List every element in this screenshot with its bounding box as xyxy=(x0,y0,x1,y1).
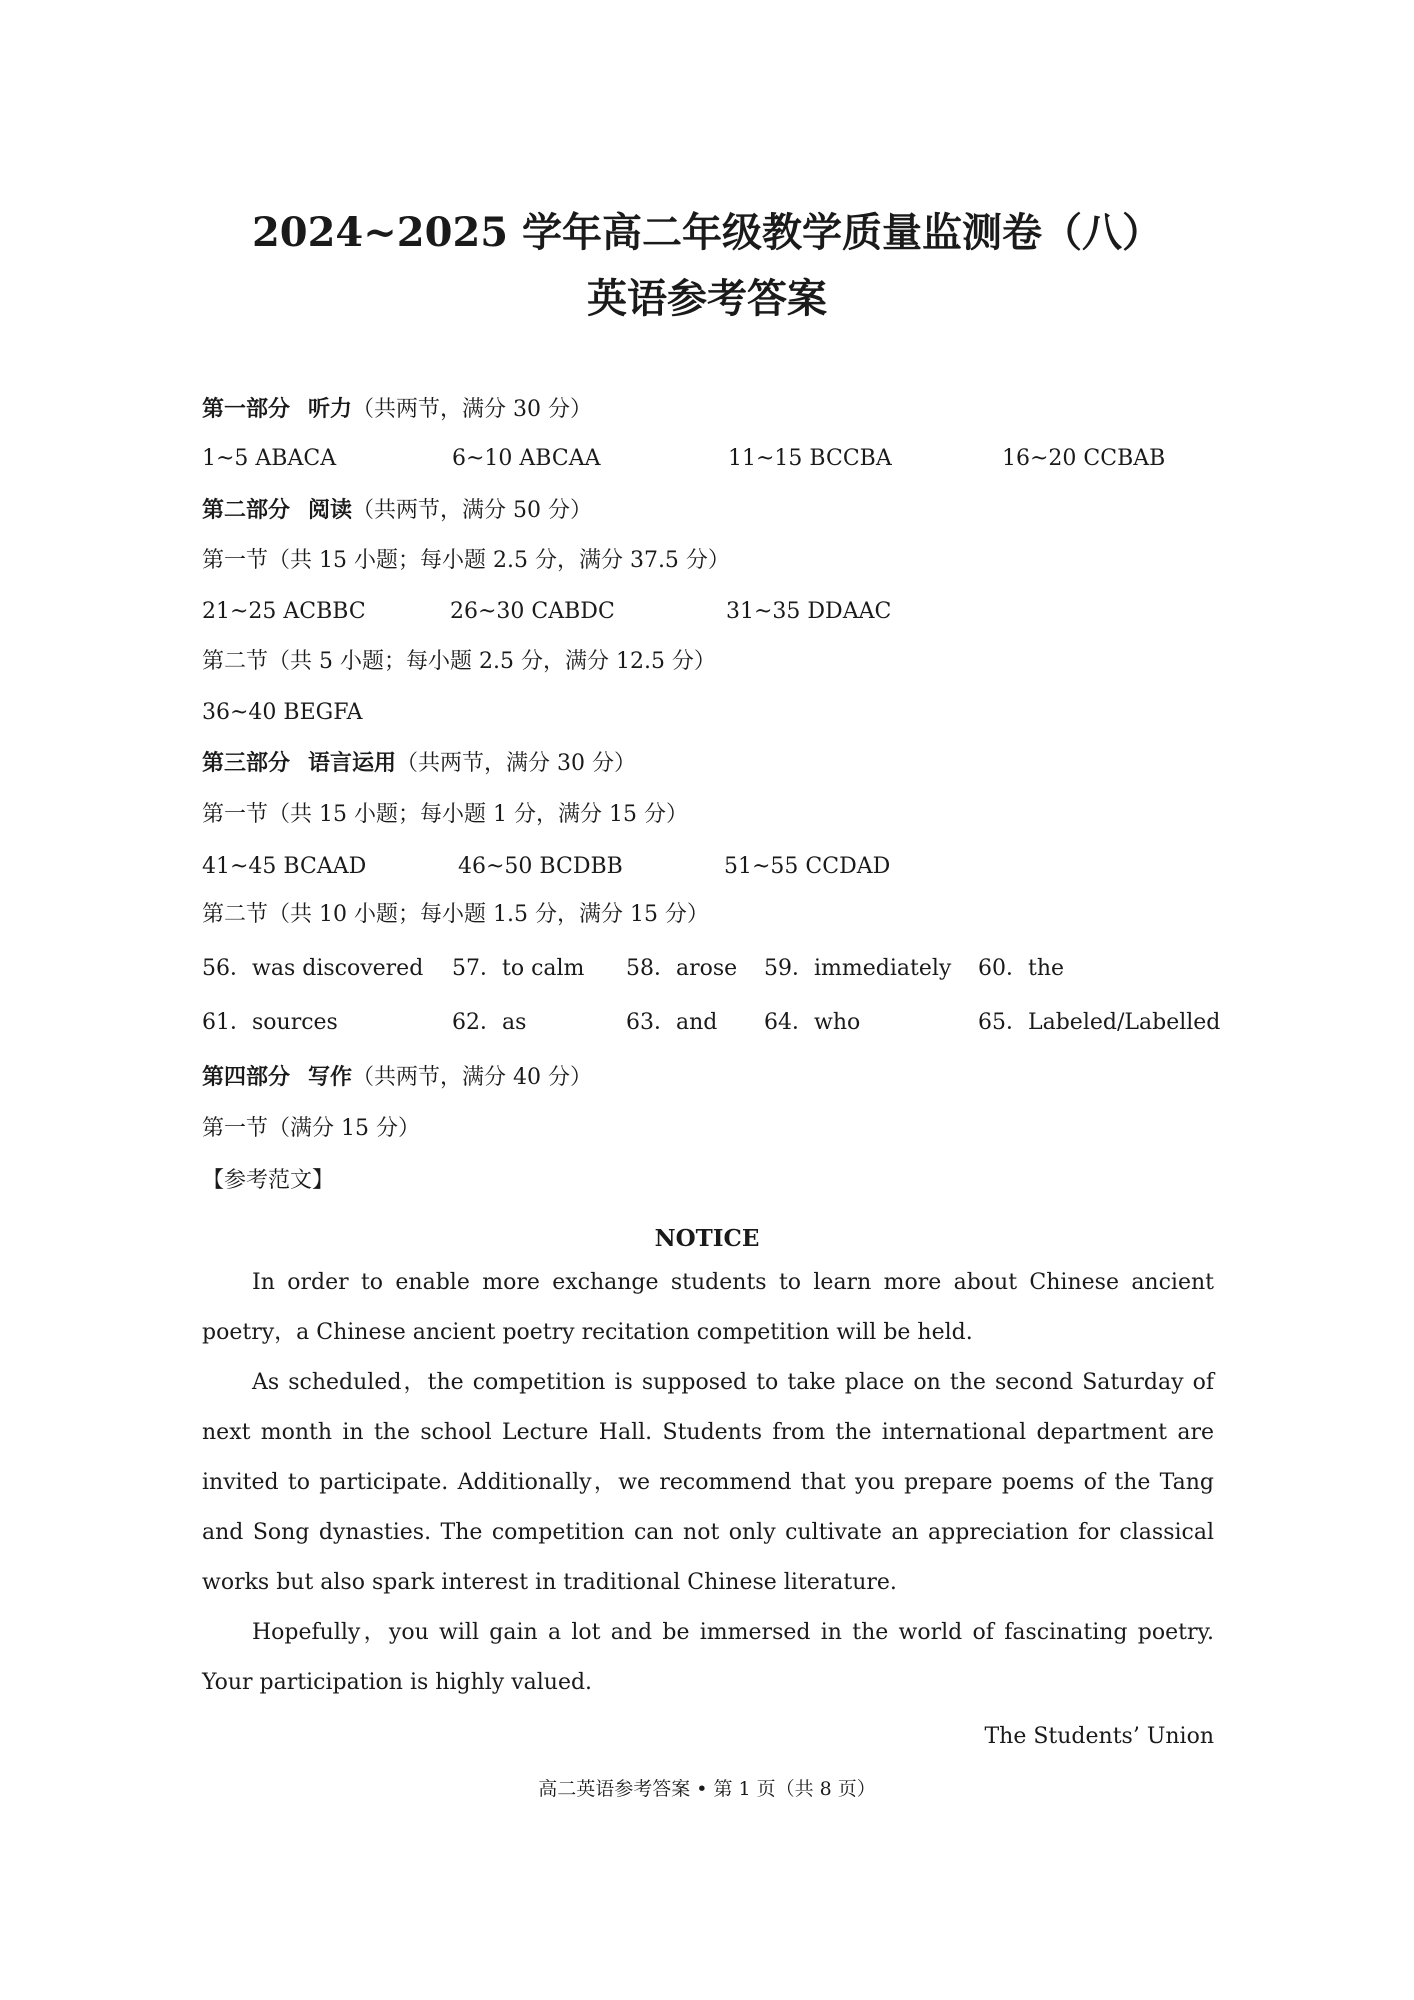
page-subtitle: 英语参考答案 xyxy=(587,275,827,322)
fill-in-item xyxy=(764,954,951,984)
fill-in-word: and xyxy=(676,1010,718,1035)
answer-group: 1~5 ABACA xyxy=(202,446,337,471)
part4-section1: 第一节（满分 15 分） xyxy=(202,1116,420,1141)
fill-in-word: arose xyxy=(676,956,738,981)
answer-group: 11~15 BCCBA xyxy=(728,446,892,471)
part2-name: 阅读 xyxy=(308,497,353,523)
fill-in-number: 57． xyxy=(452,956,502,981)
fill-in-item xyxy=(764,1008,860,1038)
fill-in-word: sources xyxy=(252,1010,338,1035)
essay-signature: The Students’ Union xyxy=(984,1724,1214,1749)
part3-section1: 第一节（共 15 小题；每小题 1 分，满分 15 分） xyxy=(202,802,688,827)
answer-group: 31~35 DDAAC xyxy=(726,599,892,624)
fill-in-word: the xyxy=(1028,956,1065,981)
part1-name: 听力 xyxy=(308,396,353,422)
fill-in-number: 62． xyxy=(452,1010,502,1035)
part2-section1: 第一节（共 15 小题；每小题 2.5 分，满分 37.5 分） xyxy=(202,548,730,573)
page-title: 2024~2025 学年高二年级教学质量监测卷（八） xyxy=(251,209,1163,256)
answer-group: 6~10 ABCAA xyxy=(452,446,601,471)
part1-heading: 第一部分 xyxy=(202,396,291,422)
answer-group: 51~55 CCDAD xyxy=(724,854,891,879)
answer-group: 46~50 BCDBB xyxy=(458,854,623,879)
notice-title: NOTICE xyxy=(654,1225,760,1252)
part4-note: （共两节，满分 40 分） xyxy=(352,1065,593,1090)
fill-in-item xyxy=(978,954,1064,984)
fill-in-number: 59． xyxy=(764,956,814,981)
essay-paragraph: In order to enable more exchange students to learn more about Chinese ancient poetry，a Chinese ancient poetry recitation competition will be held. xyxy=(202,1270,1214,1345)
fill-in-word: was discovered xyxy=(252,956,424,981)
part2-note: （共两节，满分 50 分） xyxy=(352,498,593,523)
fill-in-item xyxy=(452,1008,526,1038)
answer-group: 16~20 CCBAB xyxy=(1002,446,1166,471)
fill-in-item xyxy=(626,1008,717,1038)
part2-heading: 第二部分 xyxy=(202,497,291,523)
fill-in-word: Labeled/Labelled xyxy=(1028,1010,1221,1035)
fill-in-item xyxy=(202,954,423,984)
page-footer: 高二英语参考答案 • 第 1 页（共 8 页） xyxy=(538,1778,876,1800)
fill-in-number: 56． xyxy=(202,956,252,981)
fill-in-number: 58． xyxy=(626,956,676,981)
answer-group: 41~45 BCAAD xyxy=(202,854,367,879)
fill-in-item xyxy=(626,954,737,984)
part2-header xyxy=(202,495,592,526)
fill-in-number: 63． xyxy=(626,1010,676,1035)
part3-heading: 第三部分 xyxy=(202,750,291,776)
part1-header xyxy=(202,394,592,425)
fill-in-number: 65． xyxy=(978,1010,1028,1035)
fill-in-item xyxy=(978,1008,1220,1038)
answer-group: 26~30 CABDC xyxy=(450,599,615,624)
answer-group: 21~25 ACBBC xyxy=(202,599,366,624)
essay-paragraph: As scheduled，the competition is supposed to take place on the second Saturday of next month in the school Lecture Hall. Students from the international department are invited to participate. Additionally，we recommend that you prepare poems of the Tang and Song dynasties. The competition can not only cultivate an appreciation for classical works but also spark interest in traditional Chinese literature. xyxy=(202,1370,1214,1595)
part3-header xyxy=(202,748,636,779)
fill-in-item xyxy=(202,1008,338,1038)
fill-in-number: 61． xyxy=(202,1010,252,1035)
fill-in-number: 64． xyxy=(764,1010,814,1035)
answer-group: 36~40 BEGFA xyxy=(202,700,363,725)
sample-essay-label: 【参考范文】 xyxy=(202,1168,335,1193)
fill-in-number: 60． xyxy=(978,956,1028,981)
fill-in-item xyxy=(452,954,584,984)
fill-in-word: immediately xyxy=(814,956,952,981)
part4-header xyxy=(202,1062,592,1093)
essay-paragraph: Hopefully，you will gain a lot and be immersed in the world of fascinating poetry. Your participation is highly valued. xyxy=(202,1620,1214,1695)
part4-heading: 第四部分 xyxy=(202,1064,291,1090)
fill-in-word: to calm xyxy=(502,956,585,981)
part3-name: 语言运用 xyxy=(308,750,397,776)
part2-section2: 第二节（共 5 小题；每小题 2.5 分，满分 12.5 分） xyxy=(202,649,716,674)
part4-name: 写作 xyxy=(308,1064,353,1090)
fill-in-word: who xyxy=(814,1010,861,1035)
fill-in-word: as xyxy=(502,1010,527,1035)
part3-note: （共两节，满分 30 分） xyxy=(396,751,637,776)
part1-note: （共两节，满分 30 分） xyxy=(352,397,593,422)
part3-section2: 第二节（共 10 小题；每小题 1.5 分，满分 15 分） xyxy=(202,902,709,927)
